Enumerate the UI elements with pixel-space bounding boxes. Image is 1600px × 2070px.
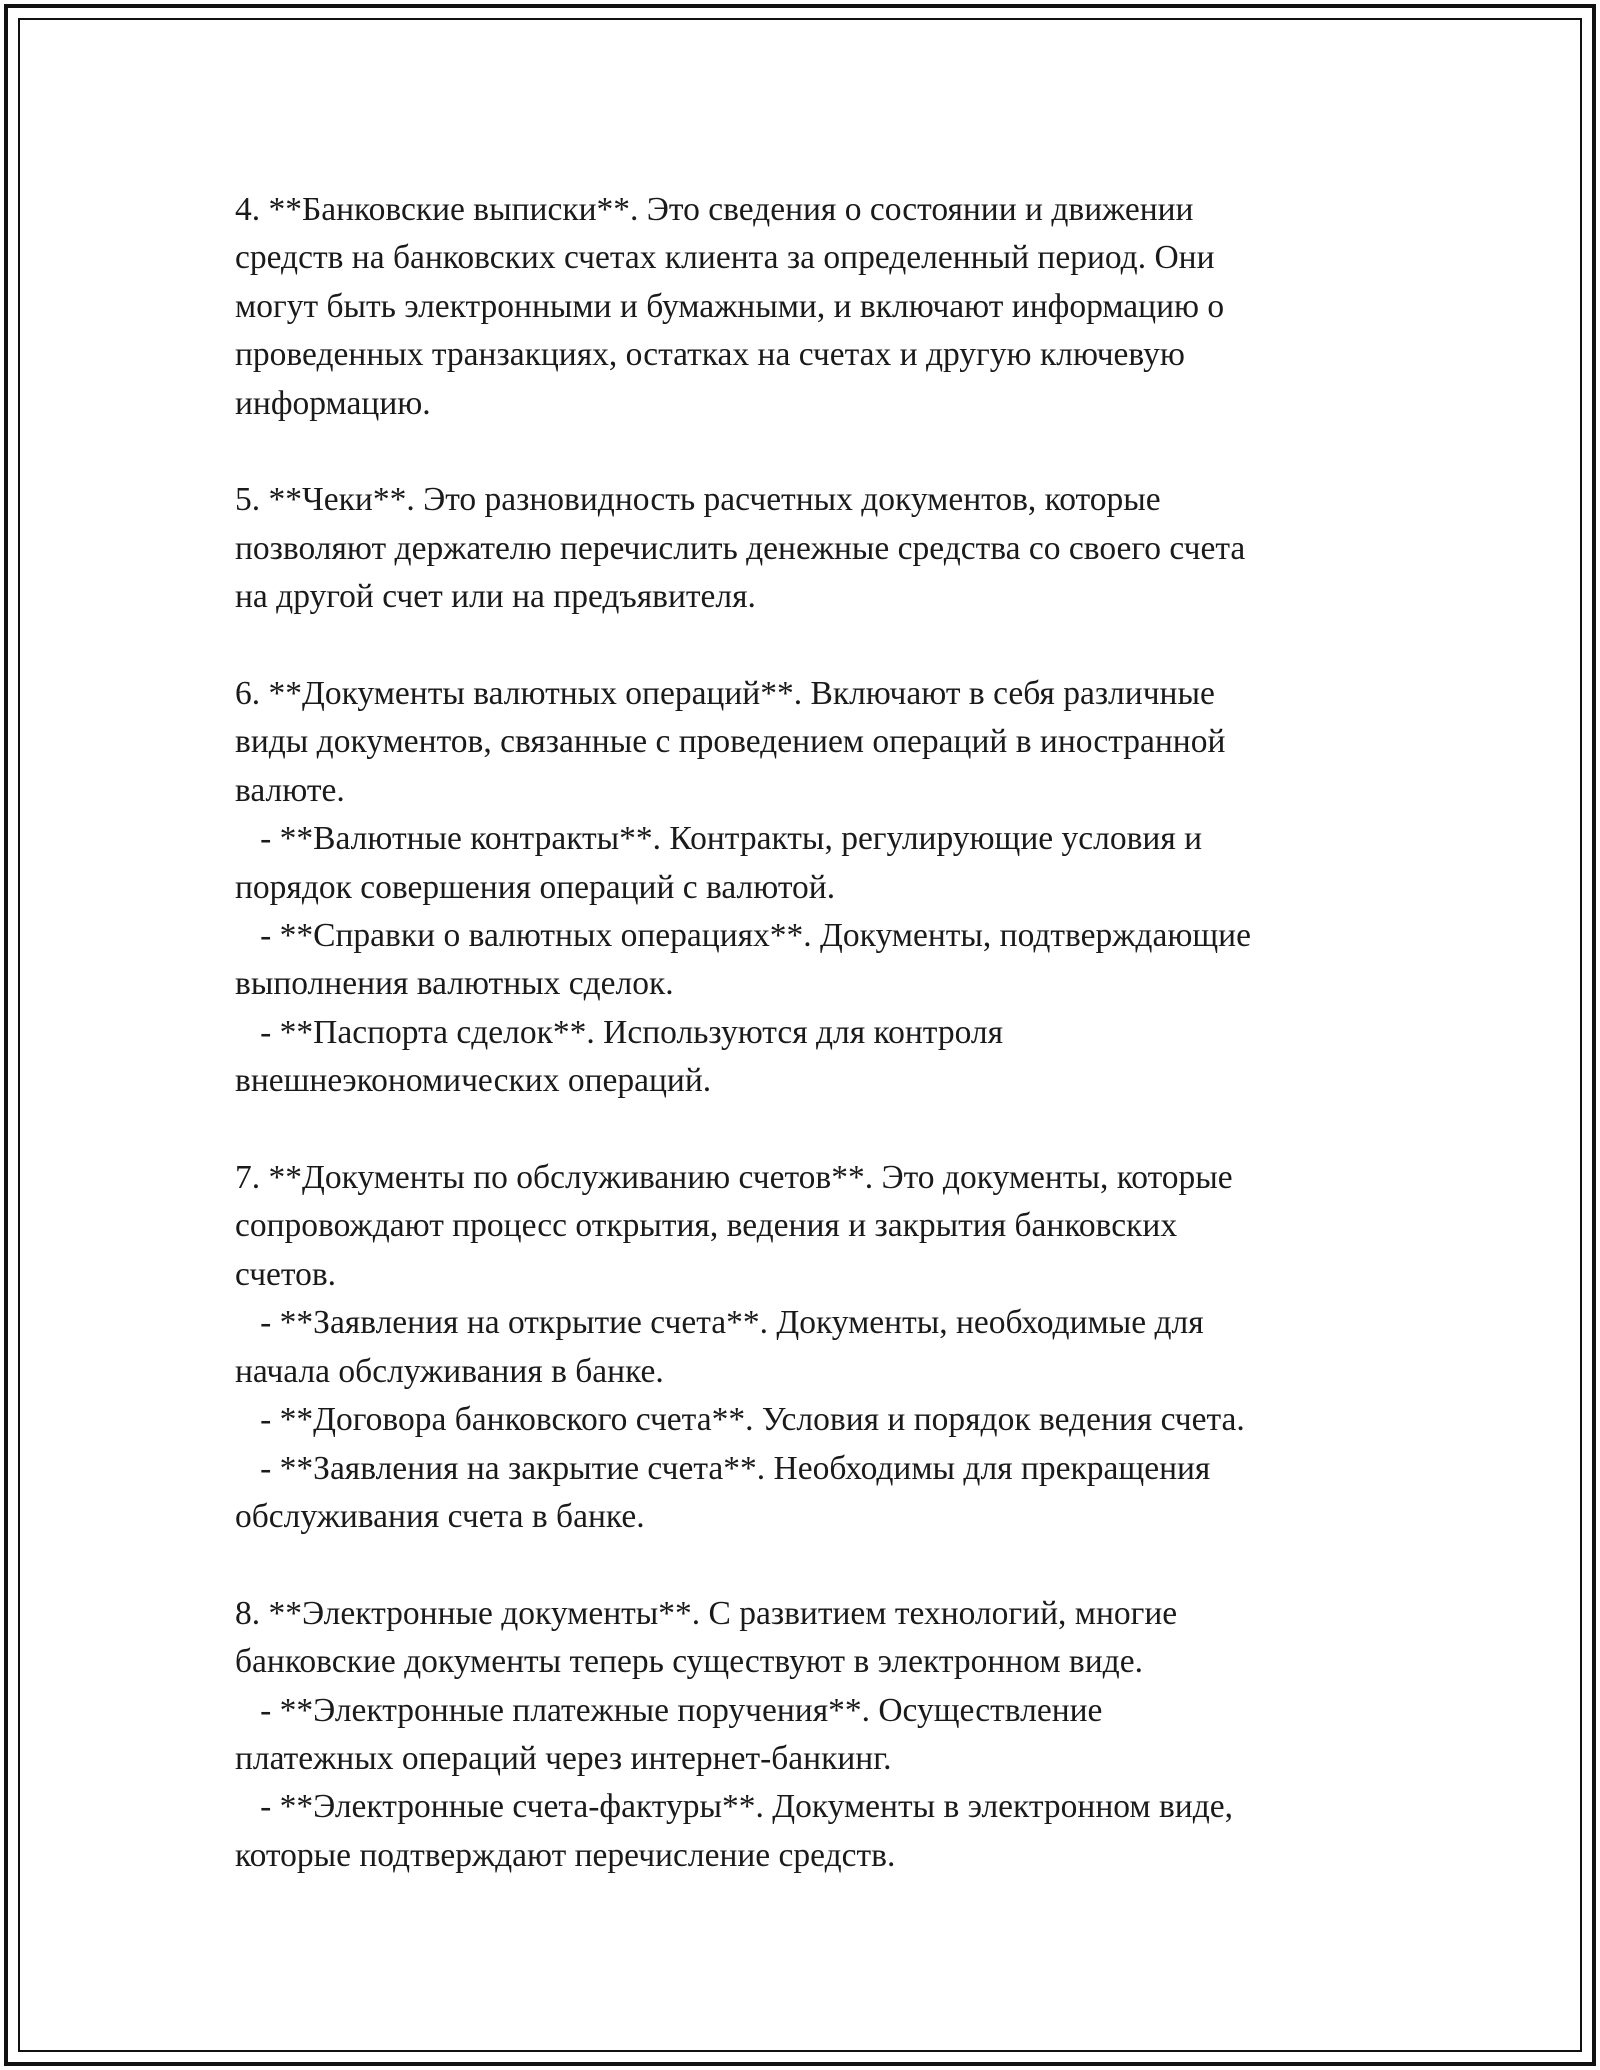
text-line: банковские документы теперь существуют в электронном виде. [235,1643,1143,1681]
text-line: начала обслуживания в банке. [235,1352,664,1390]
text-line: могут быть электронными и бумажными, и включают информацию о [235,287,1225,325]
text-line: платежных операций через интернет-банкинг. [235,1739,892,1777]
text-line: проведенных транзакциях, остатках на счетах и другую ключевую [235,336,1185,374]
list-item-line: - **Паспорта сделок**. Используются для контроля [235,1013,1004,1051]
text-line: счетов. [235,1255,337,1293]
section-electronic-documents [235,1590,1365,1880]
text-line: 6. **Документы валютных операций**. Включают в себя различные [235,675,1215,713]
section-bank-statements [235,186,1365,428]
text-line: 8. **Электронные документы**. С развитием технологий, многие [235,1594,1178,1632]
paragraph-gap [235,1541,1365,1589]
text-line: внешнеэкономических операций. [235,1062,712,1100]
list-item-line: - **Валютные контракты**. Контракты, регулирующие условия и [235,820,1203,858]
text-line: на другой счет или на предъявителя. [235,578,756,616]
paragraph-gap [235,428,1365,476]
text-line: обслуживания счета в банке. [235,1497,645,1535]
paragraph-gap [235,1106,1365,1154]
list-item-line: - **Электронные счета-фактуры**. Документы в электронном виде, [235,1788,1233,1826]
list-item-line: - **Заявления на открытие счета**. Документы, необходимые для [235,1304,1204,1342]
text-line: выполнения валютных сделок. [235,965,674,1003]
list-item-line: - **Справки о валютных операциях**. Документы, подтверждающие [235,917,1251,955]
text-line: 4. **Банковские выписки**. Это сведения о состоянии и движении [235,191,1194,228]
text-line: валюте. [235,771,345,809]
section-checks [235,476,1365,621]
text-line: порядок совершения операций с валютой. [235,868,836,906]
text-line: 7. **Документы по обслуживанию счетов**. Это документы, которые [235,1159,1233,1197]
text-line: виды документов, связанные с проведением операций в иностранной [235,723,1226,761]
text-line: средств на банковских счетах клиента за определенный период. Они [235,239,1215,277]
text-line: которые подтверждают перечисление средств. [235,1836,896,1874]
document-body [235,186,1365,1880]
text-line: информацию. [235,384,431,422]
paragraph-gap [235,622,1365,670]
section-account-service-documents [235,1154,1365,1541]
text-line: позволяют держателю перечислить денежные средства со своего счета [235,529,1246,567]
list-item-line: - **Заявления на закрытие счета**. Необходимы для прекращения [235,1449,1211,1487]
section-currency-documents [235,670,1365,1106]
text-line: сопровождают процесс открытия, ведения и закрытия банковских [235,1207,1178,1245]
list-item-line: - **Электронные платежные поручения**. Осуществление [235,1691,1103,1729]
list-item-line: - **Договора банковского счета**. Условия и порядок ведения счета. [235,1401,1245,1439]
text-line: 5. **Чеки**. Это разновидность расчетных документов, которые [235,481,1161,519]
